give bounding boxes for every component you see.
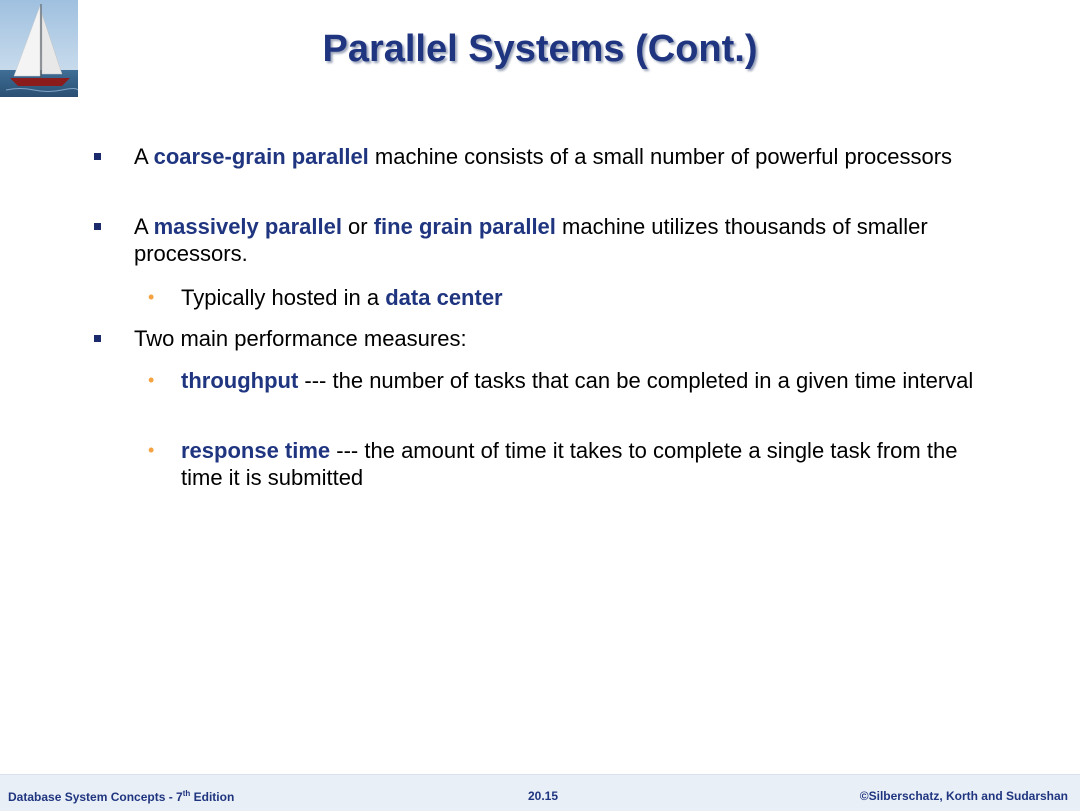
- square-bullet-icon: [94, 223, 101, 230]
- dot-bullet-icon: •: [148, 370, 155, 390]
- footer-page-number: 20.15: [528, 789, 559, 803]
- footer-copyright: ©Silberschatz, Korth and Sudarshan: [859, 789, 1068, 803]
- sub-list-item: • response time --- the amount of time it takes to complete a single task from the time it is submitted: [148, 438, 958, 490]
- sub-list-item: • Typically hosted in a data center: [148, 285, 503, 310]
- slide-footer: [0, 774, 1080, 811]
- list-item: A coarse-grain parallel machine consists of a small number of powerful processors: [134, 143, 994, 170]
- list-item: Two main performance measures:: [134, 325, 994, 352]
- sub-list-item: • throughput --- the number of tasks that can be completed in a given time interval: [148, 368, 974, 393]
- slide-title: Parallel Systems (Cont.): [322, 28, 758, 70]
- footer-book-title: Database System Concepts - 7th Edition: [8, 789, 235, 804]
- square-bullet-icon: [94, 335, 101, 342]
- dot-bullet-icon: •: [148, 440, 155, 460]
- dot-bullet-icon: •: [148, 287, 155, 307]
- square-bullet-icon: [94, 153, 101, 160]
- list-item: A massively parallel or fine grain parallel machine utilizes thousands of smaller processors.: [134, 213, 994, 267]
